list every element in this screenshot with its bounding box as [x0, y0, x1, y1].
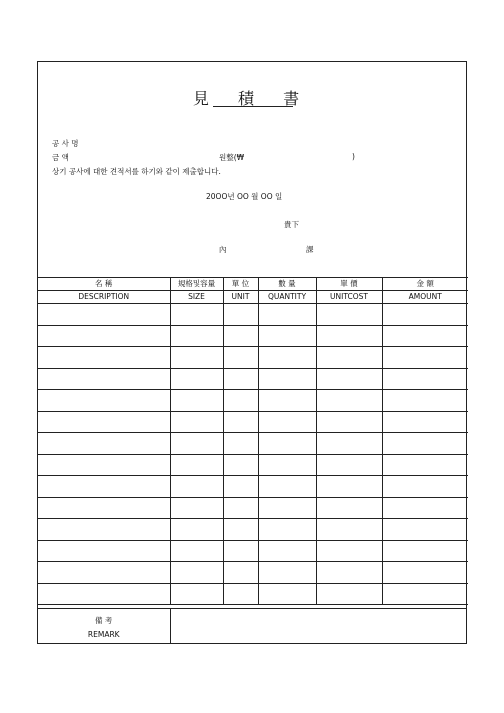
- table-cell[interactable]: [170, 325, 223, 347]
- table-cell[interactable]: [316, 325, 382, 347]
- table-row: [38, 454, 468, 476]
- table-cell[interactable]: [170, 347, 223, 369]
- amount-close-paren: ): [352, 152, 355, 161]
- remark-section: [38, 608, 466, 644]
- table-cell[interactable]: [382, 433, 468, 455]
- col-quantity-kr: 數 量: [258, 278, 316, 291]
- table-cell[interactable]: [382, 497, 468, 519]
- table-row: [38, 519, 468, 541]
- col-unitcost-kr: 單 價: [316, 278, 382, 291]
- table-cell[interactable]: [382, 368, 468, 390]
- amount-won-label: 원整(₩: [219, 153, 245, 162]
- table-cell[interactable]: [316, 347, 382, 369]
- table-cell[interactable]: [382, 476, 468, 498]
- table-cell[interactable]: [382, 562, 468, 584]
- table-cell[interactable]: [258, 325, 316, 347]
- table-cell[interactable]: [223, 540, 258, 562]
- recipient-label: 貴下: [284, 220, 299, 229]
- table-cell[interactable]: [38, 497, 170, 519]
- col-description-kr: 名 稱: [38, 278, 170, 291]
- table-cell[interactable]: [316, 411, 382, 433]
- table-cell[interactable]: [316, 390, 382, 412]
- table-cell[interactable]: [258, 562, 316, 584]
- table-cell[interactable]: [170, 368, 223, 390]
- table-cell[interactable]: [38, 433, 170, 455]
- table-cell[interactable]: [170, 304, 223, 326]
- table-cell[interactable]: [38, 562, 170, 584]
- table-cell[interactable]: [223, 390, 258, 412]
- col-quantity-en: QUANTITY: [258, 291, 316, 304]
- table-row: [38, 368, 468, 390]
- table-cell[interactable]: [170, 390, 223, 412]
- table-cell[interactable]: [223, 304, 258, 326]
- table-cell[interactable]: [223, 433, 258, 455]
- table-row: [38, 540, 468, 562]
- col-size-kr: 規格및容量: [170, 278, 223, 291]
- table-row: [38, 583, 468, 605]
- document-title: 見 積 書: [192, 89, 312, 108]
- table-cell[interactable]: [316, 454, 382, 476]
- table-cell[interactable]: [170, 583, 223, 605]
- table-cell[interactable]: [258, 304, 316, 326]
- remark-label-kr: 備 考: [95, 615, 113, 625]
- table-cell[interactable]: [170, 497, 223, 519]
- table-cell[interactable]: [38, 347, 170, 369]
- table-cell[interactable]: [223, 562, 258, 584]
- project-name-label: 공 사 명: [52, 139, 79, 148]
- table-cell[interactable]: [258, 583, 316, 605]
- table-cell[interactable]: [382, 519, 468, 541]
- submission-statement: 상기 공사에 대한 견적서를 하기와 같이 제출합니다.: [52, 167, 221, 176]
- col-unitcost-en: UNITCOST: [316, 291, 382, 304]
- table-row: [38, 411, 468, 433]
- table-cell[interactable]: [258, 497, 316, 519]
- table-cell[interactable]: [170, 519, 223, 541]
- table-cell[interactable]: [316, 562, 382, 584]
- table-cell[interactable]: [223, 476, 258, 498]
- table-cell[interactable]: [258, 476, 316, 498]
- estimate-form: [37, 61, 467, 644]
- title-underline: [213, 106, 293, 107]
- table-row: [38, 304, 468, 326]
- table-cell[interactable]: [38, 411, 170, 433]
- table-cell[interactable]: [223, 454, 258, 476]
- department-label: 課: [306, 245, 314, 254]
- table-row: [38, 325, 468, 347]
- table-row: [38, 476, 468, 498]
- table-cell[interactable]: [382, 454, 468, 476]
- table-cell[interactable]: [258, 390, 316, 412]
- table-cell[interactable]: [258, 433, 316, 455]
- table-cell[interactable]: [258, 368, 316, 390]
- table-cell[interactable]: [223, 583, 258, 605]
- table-row: [38, 497, 468, 519]
- inner-label: 內: [219, 245, 227, 254]
- table-cell[interactable]: [38, 304, 170, 326]
- table-cell[interactable]: [38, 583, 170, 605]
- document-date: 20OO년 OO 월 OO 일: [206, 192, 283, 201]
- amount-label: 금 액: [52, 153, 69, 162]
- table-cell[interactable]: [38, 325, 170, 347]
- table-cell[interactable]: [38, 540, 170, 562]
- table-cell[interactable]: [258, 540, 316, 562]
- table-cell[interactable]: [316, 540, 382, 562]
- table-cell[interactable]: [170, 433, 223, 455]
- table-cell[interactable]: [38, 476, 170, 498]
- remark-label: [38, 609, 170, 645]
- table-cell[interactable]: [223, 519, 258, 541]
- table-cell[interactable]: [223, 347, 258, 369]
- table-cell[interactable]: [223, 411, 258, 433]
- table-cell[interactable]: [316, 497, 382, 519]
- table-cell[interactable]: [382, 540, 468, 562]
- table-cell[interactable]: [382, 304, 468, 326]
- table-cell[interactable]: [38, 368, 170, 390]
- table-row: [38, 390, 468, 412]
- table-cell[interactable]: [223, 368, 258, 390]
- table-cell[interactable]: [382, 390, 468, 412]
- col-unit-en: UNIT: [223, 291, 258, 304]
- table-row: [38, 347, 468, 369]
- table-cell[interactable]: [170, 540, 223, 562]
- table-cell[interactable]: [382, 411, 468, 433]
- table-cell[interactable]: [170, 454, 223, 476]
- table-cell[interactable]: [170, 476, 223, 498]
- table-cell[interactable]: [382, 325, 468, 347]
- remark-label-en: REMARK: [87, 629, 120, 639]
- col-description-en: DESCRIPTION: [38, 291, 170, 304]
- col-size-en: SIZE: [170, 291, 223, 304]
- table-cell[interactable]: [382, 583, 468, 605]
- table-cell[interactable]: [38, 519, 170, 541]
- table-cell[interactable]: [316, 368, 382, 390]
- table-cell[interactable]: [38, 454, 170, 476]
- col-amount-en: AMOUNT: [382, 291, 468, 304]
- table-row: [38, 562, 468, 584]
- table-cell[interactable]: [38, 390, 170, 412]
- table-cell[interactable]: [223, 497, 258, 519]
- table-cell[interactable]: [316, 433, 382, 455]
- table-cell[interactable]: [170, 562, 223, 584]
- table-cell[interactable]: [170, 411, 223, 433]
- table-cell[interactable]: [316, 583, 382, 605]
- table-cell[interactable]: [258, 347, 316, 369]
- table-cell[interactable]: [382, 347, 468, 369]
- table-row: [38, 433, 468, 455]
- col-amount-kr: 金 額: [382, 278, 468, 291]
- table-cell[interactable]: [258, 411, 316, 433]
- table-cell[interactable]: [316, 519, 382, 541]
- col-unit-kr: 單 位: [223, 278, 258, 291]
- table-cell[interactable]: [316, 476, 382, 498]
- table-cell[interactable]: [258, 454, 316, 476]
- table-cell[interactable]: [316, 304, 382, 326]
- table-cell[interactable]: [223, 325, 258, 347]
- remark-cell[interactable]: [170, 609, 466, 645]
- items-table: [38, 277, 468, 605]
- table-cell[interactable]: [258, 519, 316, 541]
